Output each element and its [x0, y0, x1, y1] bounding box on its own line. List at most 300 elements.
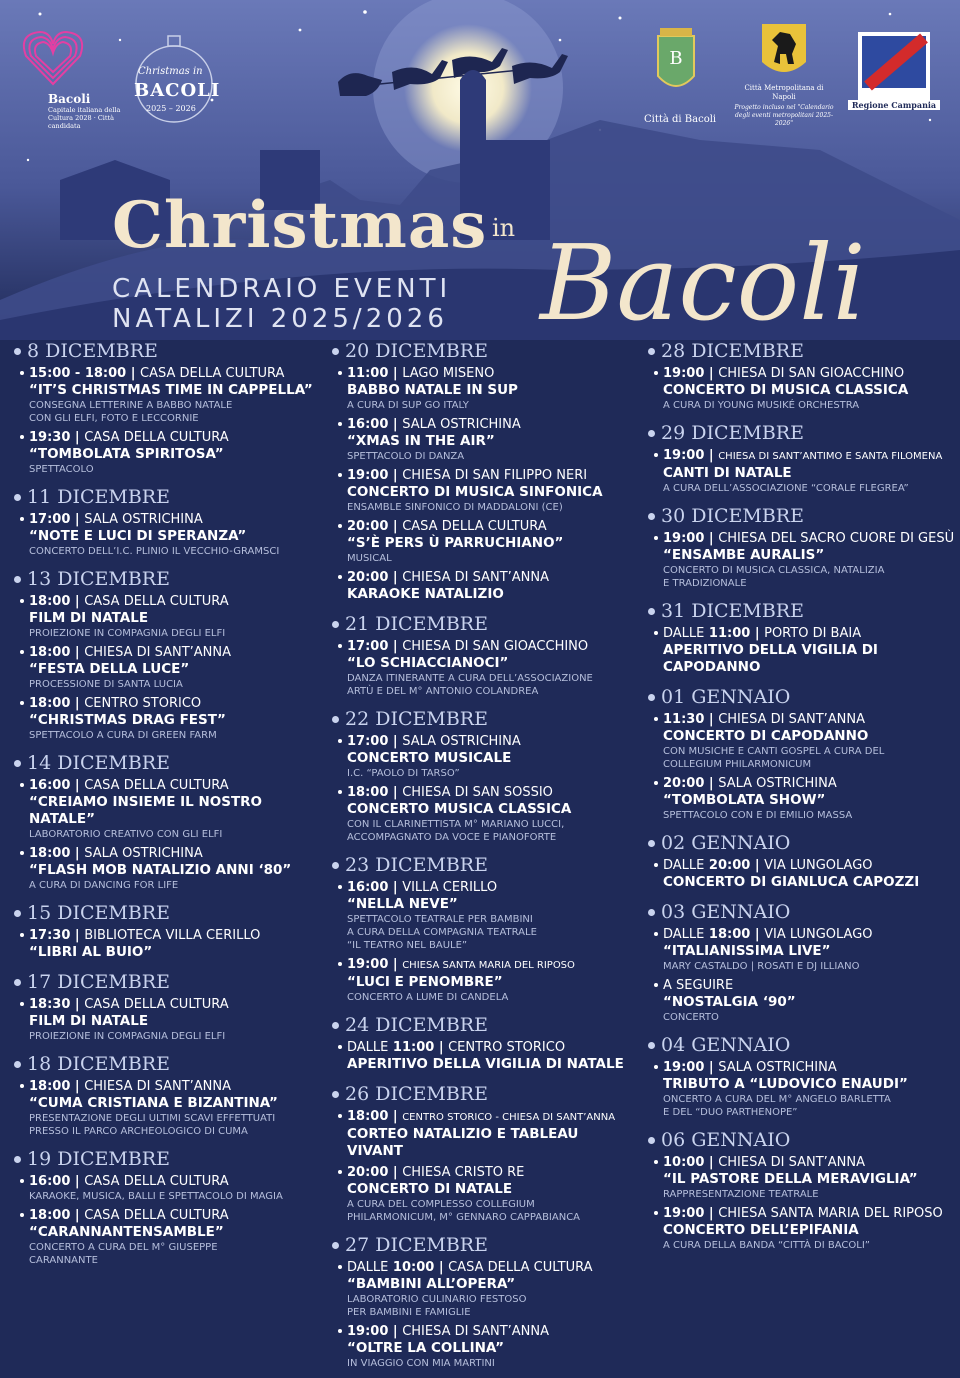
event-name: “TOMBOLATA SPIRITOSA”	[29, 446, 224, 462]
event-note: A CURA DELL’ASSOCIAZIONE “CORALE FLEGREA”	[663, 483, 909, 494]
event-date: 04 GENNAIO	[661, 1034, 791, 1056]
christmas-logo-brand: BACOLI	[134, 80, 221, 101]
event-item	[332, 1164, 636, 1224]
event-date: 19 DICEMBRE	[27, 1148, 170, 1170]
event-place: CHIESA DI SAN SOSSIO	[402, 785, 553, 800]
event-time: 18:00	[29, 1079, 71, 1094]
event-name: “NELLA NEVE”	[347, 896, 458, 912]
event-date-row	[648, 598, 952, 624]
event-day	[648, 503, 955, 590]
bullet-dot-icon	[648, 608, 655, 615]
event-time: 18:00	[29, 846, 71, 861]
event-date-row	[332, 611, 636, 637]
event-time-place: 19:00 | CHIESA DI SANT’ANTIMO E SANTA FILOMENA	[663, 448, 943, 463]
event-date-row	[14, 566, 318, 592]
bullet-dot-icon	[648, 694, 655, 701]
event-note: CONCERTO DI MUSICA CLASSICA, NATALIZIA E TRADIZIONALE	[663, 565, 885, 589]
event-name: CONCERTO MUSICA CLASSICA	[347, 801, 572, 817]
event-time-place: 18:30 | CASA DELLA CULTURA	[29, 997, 229, 1012]
bullet-dot-icon	[332, 862, 339, 869]
event-date-row	[332, 338, 636, 364]
event-name: TRIBUTO A “LUDOVICO ENAUDI”	[663, 1076, 908, 1092]
bullet-dot-icon	[332, 1091, 339, 1098]
event-time: 19:00	[663, 366, 705, 381]
event-item	[332, 416, 636, 463]
event-place: CASA DELLA CULTURA	[84, 594, 229, 609]
event-name: CONCERTO DELL’EPIFANIA	[663, 1222, 859, 1238]
event-item	[14, 644, 318, 691]
event-place: VIA LUNGOLAGO	[764, 927, 873, 942]
event-date: 22 DICEMBRE	[345, 708, 488, 730]
event-date: 11 DICEMBRE	[27, 486, 170, 508]
event-name: CONCERTO DI NATALE	[347, 1181, 513, 1197]
event-date: 14 DICEMBRE	[27, 752, 170, 774]
event-note: CON IL CLARINETTISTA M° MARIANO LUCCI, ACCOMPAGNATO DA VOCE E PIANOFORTE	[347, 819, 565, 843]
event-place: CHIESA DI SAN GIOACCHINO	[718, 366, 905, 381]
event-name: BABBO NATALE IN SUP	[347, 382, 518, 398]
events-column-2	[332, 338, 636, 1378]
poster-title-christmas: Christmas	[112, 188, 488, 263]
event-item	[332, 467, 636, 514]
bullet-dot-icon	[648, 1042, 655, 1049]
event-date-row	[14, 338, 318, 364]
event-time: 20:00	[663, 776, 705, 791]
event-item	[332, 879, 636, 952]
event-date: 23 DICEMBRE	[345, 854, 488, 876]
event-item	[14, 365, 318, 425]
poster-title-in: in	[492, 214, 516, 242]
bacoli-logo-name: Bacoli	[48, 92, 91, 106]
citta-metropolitana-horse-logo	[758, 22, 810, 82]
event-day	[332, 1012, 636, 1073]
event-name: “IT’S CHRISTMAS TIME IN CAPPELLA”	[29, 382, 313, 398]
event-item	[648, 1154, 952, 1201]
event-item	[14, 1207, 318, 1267]
event-time-place: 17:00 | CHIESA DI SAN GIOACCHINO	[347, 639, 589, 654]
event-item	[332, 733, 636, 780]
event-note: CONSEGNA LETTERINE A BABBO NATALE CON GLI ELFI, FOTO E LECCORNIE	[29, 400, 233, 424]
event-name: “FESTA DELLA LUCE”	[29, 661, 190, 677]
event-date: 02 GENNAIO	[661, 832, 791, 854]
event-place: CHIESA DI SANT’ANNA	[718, 712, 866, 727]
event-name: “CARANNANTENSAMBLE”	[29, 1224, 224, 1240]
event-time-place: DALLE 11:00 | PORTO DI BAIA	[663, 626, 862, 641]
event-note: IN VIAGGIO CON MIA MARTINI	[347, 1358, 495, 1369]
event-name: “BAMBINI ALL’OPERA”	[347, 1276, 516, 1292]
event-item	[14, 996, 318, 1043]
event-time: 20:00	[347, 570, 389, 585]
event-date-row	[648, 503, 952, 529]
event-name: “IL PASTORE DELLA MERAVIGLIA”	[663, 1171, 918, 1187]
event-date: 13 DICEMBRE	[27, 568, 170, 590]
event-name: “S’È PERS Ù PARRUCHIANO”	[347, 535, 564, 551]
event-item	[332, 365, 636, 412]
event-item	[14, 845, 318, 892]
event-time-place: 19:00 | CHIESA SANTA MARIA DEL RIPOSO	[347, 957, 575, 972]
event-date: 28 DICEMBRE	[661, 340, 804, 362]
event-place: CHIESA DI SANT’ANNA	[84, 1079, 232, 1094]
event-time: 10:00	[663, 1155, 705, 1170]
event-item	[332, 784, 636, 844]
event-date-row	[332, 1081, 636, 1107]
bullet-dot-icon	[648, 430, 655, 437]
event-item	[648, 1059, 952, 1119]
event-time-place: DALLE 11:00 | CENTRO STORICO	[347, 1040, 566, 1055]
event-item	[648, 1205, 952, 1252]
event-place: CENTRO STORICO	[448, 1040, 566, 1055]
event-time: 16:00	[347, 880, 389, 895]
bacoli-logo-tagline: Capitale italiana della Cultura 2028 · Città candidata	[48, 106, 121, 130]
event-time: 20:00	[347, 1165, 389, 1180]
event-day	[332, 1232, 636, 1370]
event-note: LABORATORIO CULINARIO FESTOSO PER BAMBINI E FAMIGLIE	[347, 1294, 527, 1318]
event-time: 19:00	[347, 468, 389, 483]
event-date: 20 DICEMBRE	[345, 340, 488, 362]
event-time-place: 11:30 | CHIESA DI SANT’ANNA	[663, 712, 866, 727]
event-date: 06 GENNAIO	[661, 1129, 791, 1151]
event-day	[648, 1127, 952, 1252]
bullet-dot-icon	[332, 348, 339, 355]
event-date: 17 DICEMBRE	[27, 971, 170, 993]
event-place: VIA LUNGOLAGO	[764, 858, 873, 873]
bullet-dot-icon	[14, 576, 21, 583]
event-time-place: 20:00 | CHIESA DI SANT’ANNA	[347, 570, 550, 585]
event-time-prefix: A SEGUIRE	[663, 978, 734, 993]
bullet-dot-icon	[332, 716, 339, 723]
event-date-row	[648, 1127, 952, 1153]
event-time: 17:00	[347, 734, 389, 749]
event-date-row	[648, 1032, 952, 1058]
events-column-3	[648, 338, 955, 1260]
event-note: A CURA DI YOUNG MUSIKÉ ORCHESTRA	[663, 400, 860, 411]
event-place: CASA DELLA CULTURA	[140, 366, 285, 381]
event-item	[648, 775, 952, 822]
event-name: CONCERTO MUSICALE	[347, 750, 512, 766]
event-time-prefix: DALLE	[347, 1040, 389, 1055]
event-item	[14, 1173, 318, 1203]
bullet-dot-icon	[14, 1061, 21, 1068]
event-name: CORTEO NATALIZIO E TABLEAU VIVANT	[347, 1126, 579, 1159]
event-name: KARAOKE NATALIZIO	[347, 586, 504, 602]
event-day	[648, 830, 952, 891]
event-item	[648, 365, 952, 412]
event-day	[648, 1032, 952, 1119]
event-note: A CURA DEL COMPLESSO COLLEGIUM PHILARMONICUM, M° GENNARO CAPPABIANCA	[347, 1199, 581, 1223]
event-place: BIBLIOTECA VILLA CERILLO	[84, 928, 261, 943]
event-time: 18:00	[708, 927, 751, 942]
event-note: PROIEZIONE IN COMPAGNIA DEGLI ELFI	[29, 628, 226, 639]
event-date-row	[648, 338, 952, 364]
event-time-place: 15:00 - 18:00 | CASA DELLA CULTURA	[29, 366, 285, 381]
event-day	[332, 338, 636, 603]
subtitle-line-2: NATALIZI 2025/2026	[112, 304, 448, 334]
event-name: “LUCI E PENOMBRE”	[347, 974, 503, 990]
event-time-place: 19:00 | CHIESA DI SAN FILIPPO NERI	[347, 468, 588, 483]
bullet-dot-icon	[332, 621, 339, 628]
event-time: 11:30	[663, 712, 705, 727]
event-time: 19:00	[663, 1206, 705, 1221]
event-note: MARY CASTALDO | ROSATI E DJ ILLIANO	[663, 961, 860, 972]
citta-metropolitana-label: Città Metropolitana di Napoli	[744, 84, 824, 101]
event-note: PRESENTAZIONE DEGLI ULTIMI SCAVI EFFETTUATI PRESSO IL PARCO ARCHEOLOGICO DI CUMA	[29, 1113, 276, 1137]
bullet-dot-icon	[14, 760, 21, 767]
event-item	[332, 1108, 636, 1160]
bacoli-heart-logo	[20, 26, 86, 90]
event-item	[648, 530, 955, 590]
event-name: “ITALIANISSIMA LIVE”	[663, 943, 831, 959]
event-place: SALA OSTRICHINA	[402, 417, 521, 432]
event-day	[14, 750, 318, 892]
event-date: 24 DICEMBRE	[345, 1014, 488, 1036]
regione-campania-logo	[858, 32, 930, 108]
event-note: CON MUSICHE E CANTI GOSPEL A CURA DEL COLLEGIUM PHILARMONICUM	[663, 746, 885, 770]
event-time-place: 19:00 | CHIESA DI SANT’ANNA	[347, 1324, 550, 1339]
event-time-place: 17:00 | SALA OSTRICHINA	[29, 512, 203, 527]
event-item	[648, 977, 952, 1024]
event-place: VILLA CERILLO	[402, 880, 498, 895]
event-name: “CHRISTMAS DRAG FEST”	[29, 712, 226, 728]
event-name: “XMAS IN THE AIR”	[347, 433, 495, 449]
event-note: CONCERTO	[663, 1012, 719, 1023]
event-name: APERITIVO DELLA VIGILIA DI CAPODANNO	[663, 642, 878, 675]
event-time: 11:00	[347, 366, 389, 381]
event-item	[648, 625, 952, 676]
event-time: 18:00	[29, 645, 71, 660]
event-time-place: 16:00 | CASA DELLA CULTURA	[29, 1174, 229, 1189]
event-place: CHIESA DI SAN FILIPPO NERI	[402, 468, 588, 483]
event-day	[332, 611, 636, 698]
event-place: CHIESA DI SANT’ANTIMO E SANTA FILOMENA	[718, 451, 943, 462]
event-time: 19:00	[347, 1324, 389, 1339]
bullet-dot-icon	[14, 348, 21, 355]
event-name: “CUMA CRISTIANA E BIZANTINA”	[29, 1095, 278, 1111]
event-day	[14, 566, 318, 742]
event-name: CANTI DI NATALE	[663, 465, 792, 481]
event-time: 19:00	[347, 957, 389, 972]
event-name: “TOMBOLATA SHOW”	[663, 792, 826, 808]
event-day	[648, 899, 952, 1024]
event-note: PROIEZIONE IN COMPAGNIA DEGLI ELFI	[29, 1031, 226, 1042]
event-date: 21 DICEMBRE	[345, 613, 488, 635]
event-time: 11:00	[708, 626, 751, 641]
event-item	[332, 569, 636, 603]
event-note: SPETTACOLO DI DANZA	[347, 451, 465, 462]
event-place: CASA DELLA CULTURA	[84, 1174, 229, 1189]
event-time: 19:00	[663, 1060, 705, 1075]
bullet-dot-icon	[648, 348, 655, 355]
event-day	[332, 706, 636, 844]
event-item	[14, 695, 318, 742]
event-time: 20:00	[708, 858, 751, 873]
event-date-row	[14, 969, 318, 995]
event-note: RAPPRESENTAZIONE TEATRALE	[663, 1189, 819, 1200]
event-place: CHIESA SANTA MARIA DEL RIPOSO	[718, 1206, 943, 1221]
event-time-prefix: DALLE	[663, 927, 705, 942]
event-day	[14, 969, 318, 1043]
event-date-row	[14, 1051, 318, 1077]
bullet-dot-icon	[648, 909, 655, 916]
bullet-dot-icon	[648, 840, 655, 847]
event-place: SALA OSTRICHINA	[718, 776, 837, 791]
citta-metropolitana-note: Progetto incluso nel "Calendario degli eventi metropolitani 2025-2026"	[734, 104, 834, 127]
event-place: CASA DELLA CULTURA	[84, 430, 229, 445]
event-time-place: 16:00 | SALA OSTRICHINA	[347, 417, 521, 432]
event-time-place: 18:00 | CENTRO STORICO - CHIESA DI SANT’ANNA	[347, 1109, 616, 1124]
event-place: CENTRO STORICO	[84, 696, 202, 711]
bullet-dot-icon	[332, 1242, 339, 1249]
event-time: 18:00	[29, 594, 71, 609]
event-time: 19:30	[29, 430, 71, 445]
event-time-place: 19:00 | CHIESA DEL SACRO CUORE DI GESÙ	[663, 531, 955, 546]
event-time: 11:00	[392, 1040, 435, 1055]
event-date-row	[648, 684, 952, 710]
event-place: CHIESA DI SANT’ANNA	[84, 645, 232, 660]
event-time-place: 18:00 | CHIESA DI SANT’ANNA	[29, 1079, 232, 1094]
event-day	[14, 900, 318, 961]
event-time-place: 19:00 | CHIESA SANTA MARIA DEL RIPOSO	[663, 1206, 943, 1221]
event-date-row	[648, 899, 952, 925]
event-time-prefix: DALLE	[347, 1260, 389, 1275]
event-place: CASA DELLA CULTURA	[84, 778, 229, 793]
event-name: “NOTE E LUCI DI SPERANZA”	[29, 528, 247, 544]
event-time: 20:00	[347, 519, 389, 534]
event-date: 30 DICEMBRE	[661, 505, 804, 527]
christmas-logo-script: Christmas in	[138, 66, 203, 77]
event-time: 18:00	[347, 1109, 389, 1124]
event-day	[648, 420, 952, 495]
event-name: “FLASH MOB NATALIZIO ANNI ‘80”	[29, 862, 292, 878]
event-date-row	[648, 830, 952, 856]
event-time: 18:00	[347, 785, 389, 800]
event-name: “LIBRI AL BUIO”	[29, 944, 153, 960]
event-name: “OLTRE LA COLLINA”	[347, 1340, 504, 1356]
event-date-row	[14, 1146, 318, 1172]
event-time-place: 17:00 | SALA OSTRICHINA	[347, 734, 521, 749]
event-item	[332, 1259, 636, 1319]
event-time: 18:30	[29, 997, 71, 1012]
poster-title-bacoli: Bacoli	[540, 222, 866, 344]
event-place: PORTO DI BAIA	[764, 626, 862, 641]
event-day	[648, 338, 952, 412]
event-day	[332, 1081, 636, 1224]
event-note: CONCERTO DELL’I.C. PLINIO IL VECCHIO-GRAMSCI	[29, 546, 280, 557]
event-time-place: DALLE 20:00 | VIA LUNGOLAGO	[663, 858, 873, 873]
event-date: 18 DICEMBRE	[27, 1053, 170, 1075]
event-place: CHIESA CRISTO RE	[402, 1165, 525, 1180]
event-time-place: 16:00 | VILLA CERILLO	[347, 880, 498, 895]
event-time-place	[663, 977, 952, 994]
event-day	[14, 484, 318, 558]
event-date-row	[14, 484, 318, 510]
event-time-prefix: DALLE	[663, 626, 705, 641]
event-date-row	[14, 900, 318, 926]
event-time-place: 18:00 | CHIESA DI SAN SOSSIO	[347, 785, 553, 800]
event-time: 17:00	[347, 639, 389, 654]
event-time-place: 20:00 | CHIESA CRISTO RE	[347, 1165, 525, 1180]
event-day	[332, 852, 636, 1004]
event-time: 16:00	[29, 778, 71, 793]
event-name: FILM DI NATALE	[29, 610, 149, 626]
event-time: 18:00	[29, 1208, 71, 1223]
event-place: CHIESA DI SANT’ANNA	[402, 570, 550, 585]
event-place: SALA OSTRICHINA	[718, 1060, 837, 1075]
event-time: 17:30	[29, 928, 71, 943]
citta-di-bacoli-crest	[648, 26, 704, 110]
event-name: CONCERTO DI GIANLUCA CAPOZZI	[663, 874, 920, 890]
event-item	[14, 429, 318, 476]
event-place: CASA DELLA CULTURA	[402, 519, 547, 534]
event-time: 16:00	[347, 417, 389, 432]
event-place: CASA DELLA CULTURA	[84, 1208, 229, 1223]
event-item	[648, 711, 952, 771]
bullet-dot-icon	[14, 910, 21, 917]
event-place: CASA DELLA CULTURA	[84, 997, 229, 1012]
event-note: A CURA DI DANCING FOR LIFE	[29, 880, 179, 891]
event-day	[14, 1146, 318, 1267]
event-time-place: 18:00 | CHIESA DI SANT’ANNA	[29, 645, 232, 660]
event-time-place: 18:00 | CENTRO STORICO	[29, 696, 202, 711]
event-date-row	[332, 1012, 636, 1038]
event-time-place: 11:00 | LAGO MISENO	[347, 366, 495, 381]
event-name: “LO SCHIACCIANOCI”	[347, 655, 509, 671]
svg-text:B: B	[669, 48, 683, 69]
event-place: LAGO MISENO	[402, 366, 495, 381]
bullet-dot-icon	[332, 1022, 339, 1029]
event-item	[14, 927, 318, 961]
event-note: SPETTACOLO CON E DI EMILIO MASSA	[663, 810, 853, 821]
event-note: LABORATORIO CREATIVO CON GLI ELFI	[29, 829, 223, 840]
event-time: 16:00	[29, 1174, 71, 1189]
event-time-place: 19:00 | CHIESA DI SAN GIOACCHINO	[663, 366, 905, 381]
event-item	[332, 638, 636, 698]
bullet-dot-icon	[14, 979, 21, 986]
event-note: ONCERTO A CURA DEL M° ANGELO BARLETTA E DEL “DUO PARTHENOPE”	[663, 1094, 891, 1118]
event-time-place: 20:00 | SALA OSTRICHINA	[663, 776, 837, 791]
event-time: 19:00	[663, 448, 705, 463]
event-note: ENSAMBLE SINFONICO DI MADDALONI (CE)	[347, 502, 563, 513]
event-item	[648, 857, 952, 891]
subtitle-line-1: CALENDRAIO EVENTI	[112, 274, 452, 304]
event-item	[648, 926, 952, 973]
event-time-place: 19:00 | SALA OSTRICHINA	[663, 1060, 837, 1075]
event-note: PROCESSIONE DI SANTA LUCIA	[29, 679, 183, 690]
event-time-prefix: DALLE	[663, 858, 705, 873]
christmas-logo-years: 2025 – 2026	[146, 104, 196, 113]
event-item	[14, 593, 318, 640]
event-time-place: DALLE 10:00 | CASA DELLA CULTURA	[347, 1260, 593, 1275]
event-item	[332, 518, 636, 565]
event-note: MUSICAL	[347, 553, 392, 564]
event-note: CONCERTO A CURA DEL M° GIUSEPPE CARANNANTE	[29, 1242, 218, 1266]
bullet-dot-icon	[14, 494, 21, 501]
event-item	[648, 447, 952, 495]
event-time-place: 10:00 | CHIESA DI SANT’ANNA	[663, 1155, 866, 1170]
event-name: CONCERTO DI MUSICA SINFONICA	[347, 484, 603, 500]
event-note: CONCERTO A LUME DI CANDELA	[347, 992, 509, 1003]
bullet-dot-icon	[14, 1156, 21, 1163]
event-date-row	[14, 750, 318, 776]
event-note: KARAOKE, MUSICA, BALLI E SPETTACOLO DI MAGIA	[29, 1191, 283, 1202]
event-date: 8 DICEMBRE	[27, 340, 158, 362]
event-date: 01 GENNAIO	[661, 686, 791, 708]
event-date: 31 DICEMBRE	[661, 600, 804, 622]
event-date: 29 DICEMBRE	[661, 422, 804, 444]
regione-campania-label: Regione Campania	[848, 100, 940, 110]
event-date: 27 DICEMBRE	[345, 1234, 488, 1256]
event-place: CHIESA SANTA MARIA DEL RIPOSO	[402, 960, 575, 971]
event-name: “NOSTALGIA ‘90”	[663, 994, 796, 1010]
event-item	[332, 1039, 636, 1073]
